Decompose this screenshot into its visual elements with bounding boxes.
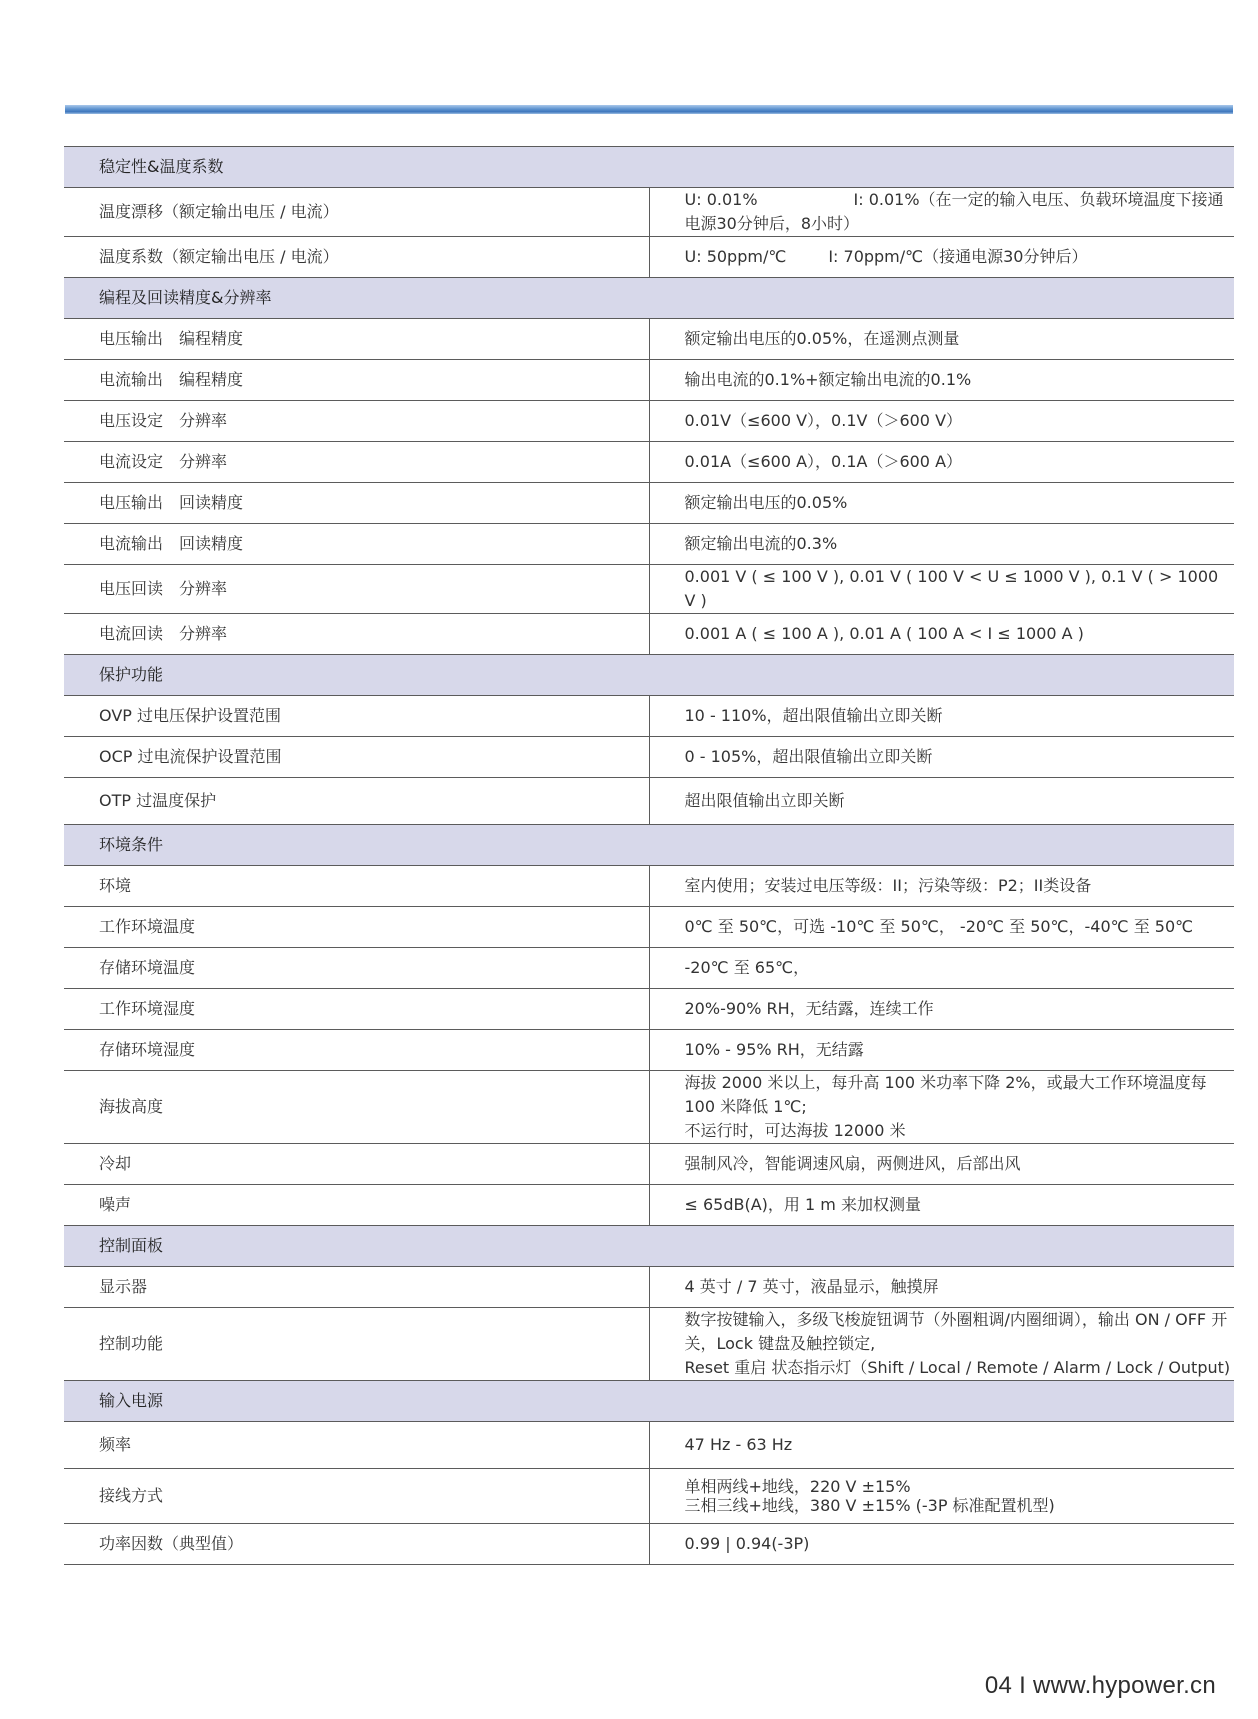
spec-value: 0.001 A ( ≤ 100 A ), 0.01 A ( 100 A < I ≤ 1000 A ) [649, 614, 1234, 655]
table-row [64, 1267, 1234, 1308]
table-row [64, 866, 1234, 907]
spec-value: 0.99 | 0.94(-3P) [649, 1524, 1234, 1565]
spec-key: 存储环境湿度 [64, 1030, 649, 1071]
table-row [64, 524, 1234, 565]
table-row [64, 948, 1234, 989]
table-row [64, 483, 1234, 524]
spec-key: 海拔高度 [64, 1071, 649, 1144]
spec-value: 强制风冷，智能调速风扇，两侧进风，后部出风 [649, 1144, 1234, 1185]
header-accent-bar [65, 105, 1233, 114]
spec-key: OCP 过电流保护设置范围 [64, 737, 649, 778]
section-header: 编程及回读精度&分辨率 [64, 278, 1234, 319]
spec-table [64, 146, 1234, 1565]
spec-value: 额定输出电流的0.3% [649, 524, 1234, 565]
table-row [64, 1422, 1234, 1469]
spec-key: 冷却 [64, 1144, 649, 1185]
spec-key: 电流设定 分辨率 [64, 442, 649, 483]
table-row [64, 1308, 1234, 1381]
spec-value: 0 - 105%，超出限值输出立即关断 [649, 737, 1234, 778]
spec-value: 20%-90% RH，无结露，连续工作 [649, 989, 1234, 1030]
spec-key: 温度系数（额定输出电压 / 电流） [64, 237, 649, 278]
table-row [64, 614, 1234, 655]
table-row [64, 319, 1234, 360]
spec-key: 控制功能 [64, 1308, 649, 1381]
spec-key: 电流回读 分辨率 [64, 614, 649, 655]
spec-value: 10% - 95% RH，无结露 [649, 1030, 1234, 1071]
spec-key: 频率 [64, 1422, 649, 1469]
spec-key: OTP 过温度保护 [64, 778, 649, 825]
section-header: 稳定性&温度系数 [64, 147, 1234, 188]
spec-key: 电压回读 分辨率 [64, 565, 649, 614]
table-row [64, 907, 1234, 948]
section-header: 保护功能 [64, 655, 1234, 696]
spec-key: 显示器 [64, 1267, 649, 1308]
spec-value: 0℃ 至 50℃，可选 -10℃ 至 50℃， -20℃ 至 50℃，-40℃ 至 50℃ [649, 907, 1234, 948]
table-row [64, 1185, 1234, 1226]
spec-value: 10 - 110%，超出限值输出立即关断 [649, 696, 1234, 737]
table-row [64, 1030, 1234, 1071]
table-row [64, 360, 1234, 401]
spec-value: -20℃ 至 65℃， [649, 948, 1234, 989]
spec-value: 47 Hz - 63 Hz [649, 1422, 1234, 1469]
spec-key: 工作环境温度 [64, 907, 649, 948]
table-row [64, 442, 1234, 483]
page-footer: 04 I www.hypower.cn [984, 1672, 1216, 1699]
spec-key: OVP 过电压保护设置范围 [64, 696, 649, 737]
spec-value: U: 0.01% I: 0.01%（在一定的输入电压、负载环境温度下接通电源30分钟后，8小时） [649, 188, 1234, 237]
spec-key: 存储环境温度 [64, 948, 649, 989]
spec-key: 工作环境湿度 [64, 989, 649, 1030]
spec-value: 0.01V（≤600 V），0.1V（＞600 V） [649, 401, 1234, 442]
spec-value: 0.001 V ( ≤ 100 V ), 0.01 V ( 100 V < U ≤ 1000 V ), 0.1 V ( > 1000 V ) [649, 565, 1234, 614]
spec-key: 接线方式 [64, 1469, 649, 1524]
table-row [64, 237, 1234, 278]
table-row [64, 565, 1234, 614]
table-row [64, 1469, 1234, 1524]
spec-value: 单相两线+地线，220 V ±15% 三相三线+地线，380 V ±15% (-3P 标准配置机型) [649, 1469, 1234, 1524]
spec-key: 电压输出 编程精度 [64, 319, 649, 360]
table-row [64, 401, 1234, 442]
spec-value: U: 50ppm/℃ I: 70ppm/℃（接通电源30分钟后） [649, 237, 1234, 278]
spec-value: 额定输出电压的0.05%，在遥测点测量 [649, 319, 1234, 360]
spec-key: 电压输出 回读精度 [64, 483, 649, 524]
table-row [64, 1144, 1234, 1185]
table-row [64, 737, 1234, 778]
table-row [64, 778, 1234, 825]
table-row [64, 1071, 1234, 1144]
section-header: 控制面板 [64, 1226, 1234, 1267]
spec-value: ≤ 65dB(A)，用 1 m 来加权测量 [649, 1185, 1234, 1226]
table-row [64, 989, 1234, 1030]
table-row [64, 1524, 1234, 1565]
spec-value: 0.01A（≤600 A），0.1A（＞600 A） [649, 442, 1234, 483]
table-row [64, 188, 1234, 237]
spec-key: 功率因数（典型值） [64, 1524, 649, 1565]
spec-key: 温度漂移（额定输出电压 / 电流） [64, 188, 649, 237]
spec-value: 室内使用；安装过电压等级：II；污染等级：P2；II类设备 [649, 866, 1234, 907]
spec-value: 输出电流的0.1%+额定输出电流的0.1% [649, 360, 1234, 401]
spec-value: 额定输出电压的0.05% [649, 483, 1234, 524]
spec-key: 电压设定 分辨率 [64, 401, 649, 442]
spec-key: 电流输出 回读精度 [64, 524, 649, 565]
spec-key: 电流输出 编程精度 [64, 360, 649, 401]
section-header: 环境条件 [64, 825, 1234, 866]
table-row [64, 696, 1234, 737]
spec-key: 环境 [64, 866, 649, 907]
spec-key: 噪声 [64, 1185, 649, 1226]
spec-value: 超出限值输出立即关断 [649, 778, 1234, 825]
spec-value: 海拔 2000 米以上，每升高 100 米功率下降 2%，或最大工作环境温度每 100 米降低 1℃; 不运行时，可达海拔 12000 米 [649, 1071, 1234, 1144]
spec-value: 4 英寸 / 7 英寸，液晶显示，触摸屏 [649, 1267, 1234, 1308]
spec-value: 数字按键输入，多级飞梭旋钮调节（外圈粗调/内圈细调），输出 ON / OFF 开关，Lock 键盘及触控锁定, Reset 重启 状态指示灯（Shift / Local / Remote / Alarm / Lock / Output) [649, 1308, 1234, 1381]
section-header: 输入电源 [64, 1381, 1234, 1422]
